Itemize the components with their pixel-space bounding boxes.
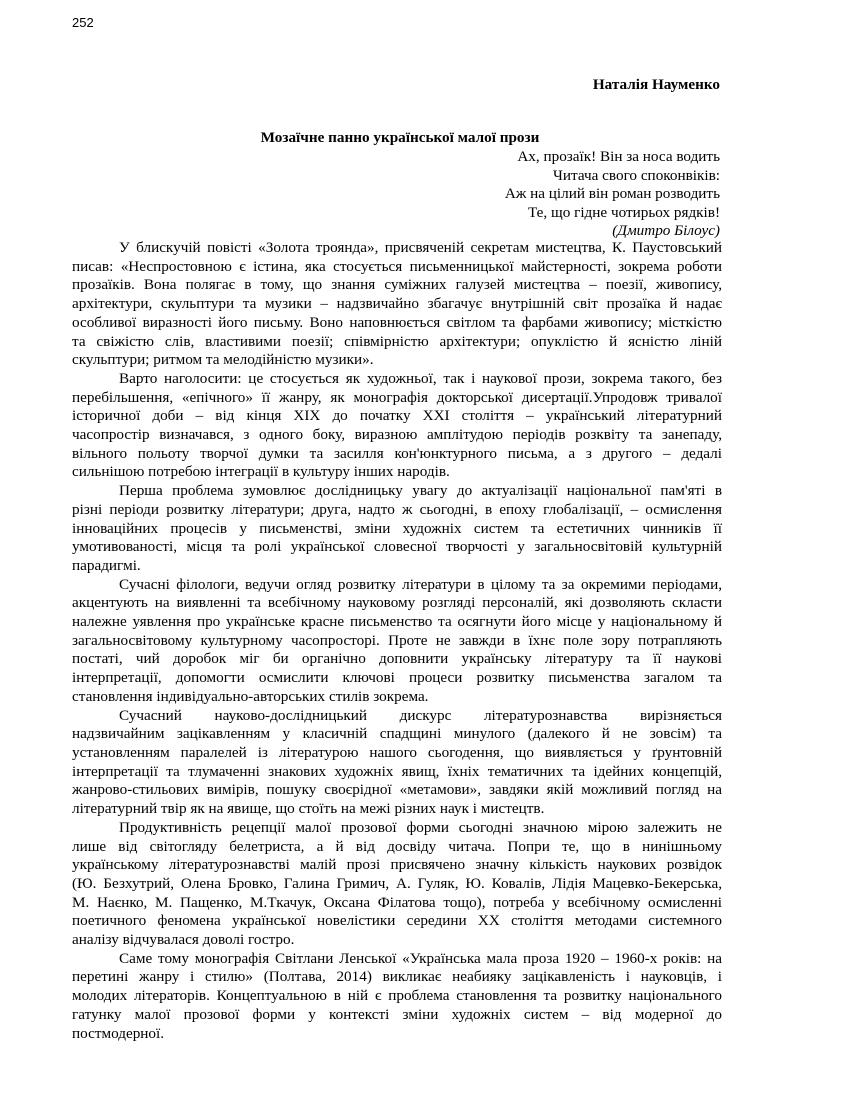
body-paragraph xyxy=(72,576,722,707)
paragraph-line: М. Наєнко, М. Пащенко, М.Ткачук, Оксана Філатова тощо), потреба у всебічному осмисленні xyxy=(72,893,722,911)
article-title: Мозаїчне панно української малої прози xyxy=(260,129,540,146)
paragraph-line: Варто наголосити: це стосується як художньої, так і наукової прози, зокрема такого, без xyxy=(119,369,722,387)
paragraph-line: У блискучій повісті «Золота троянда», присвяченій секретам мистецтва, К. Паустовський xyxy=(119,239,722,256)
paragraph-line: прозаїків. Вона полягає в тому, що знання суміжних галузей мистецтва – поезії, живопису, xyxy=(72,276,722,294)
epigraph xyxy=(505,148,720,241)
paragraph-line: різні періоди розвитку літератури; друга, надто ж сьогодні, в епоху глобалізації, – осмислення xyxy=(72,500,722,518)
epigraph-line: Аж на цілий він роман розводить xyxy=(504,185,720,202)
paragraph-line: Сучасні філологи, ведучи огляд розвитку літератури в цілому та за окремими періодами, xyxy=(119,575,722,593)
paragraph-line: Продуктивність рецепції малої прозової форми сьогодні значною мірою залежить не xyxy=(119,818,722,836)
paragraph-line: перетині жанру і стилю» (Полтава, 2014) викликає неабияку зацікавленість і науковців, і xyxy=(72,968,722,986)
paragraph-line: літературний твір як на явище, що стоїть на межі різних наук і мистецтв. xyxy=(72,800,545,818)
paragraph-line: особливої виразності його письму. Воно наповнюється світлом та фарбами живопису; місткістю xyxy=(72,313,722,331)
paragraph-line: Перша проблема зумовлює дослідницьку увагу до актуалізації національної пам'яті в xyxy=(119,482,722,500)
epigraph-line: Ах, прозаїк! Він за носа водить xyxy=(517,148,720,165)
paragraph-line: становлення індивідуально-авторських стилів зокрема. xyxy=(72,687,429,705)
paragraph-line: умотивованості, місця та ролі української словесної творчості у загальносвітовій культурній xyxy=(72,538,722,556)
paragraph-line: українському літературознавстві малій прозі присвячено значну кількість наукових розвідок xyxy=(72,856,722,874)
paragraph-line: надзвичайним зацікавленням у класичній спадщині минулого (далекого й не зовсім) та xyxy=(72,725,722,743)
body-paragraph xyxy=(72,482,722,576)
paragraph-line: поетичного феномена української новелістики середини XX століття методами системного xyxy=(72,912,722,930)
paragraph-line: аналізу відчувалася доволі гостро. xyxy=(72,931,295,949)
paragraph-line: часопростір визначався, з одного боку, виразною амплітудою періодів розквіту та занепаду, xyxy=(72,426,722,444)
paragraph-line: скульптури; ритмом та мелодійністю музики». xyxy=(72,351,374,369)
paragraph-line: перебільшення, «епічного» її жанру, як монографія докторської дисертації.Упродовж тривалої xyxy=(72,388,722,406)
paragraph-line: постаті, чий доробок міг би органічно доповнити українську літературу та її наукові xyxy=(72,650,722,668)
paragraph-line: інтерпретації, допомогти осмислити ключові процеси розвитку письменства загалом та xyxy=(72,669,722,687)
paragraph-line: парадигмі. xyxy=(72,556,141,574)
epigraph-line: Читача свого споконвіків: xyxy=(553,166,720,184)
author-name: Наталія Науменко xyxy=(592,76,720,93)
epigraph-line: Те, що гідне чотирьох рядків! xyxy=(527,203,720,221)
paragraph-line: інноваційних процесів у письменстві, зміни художніх систем та естетичних чинників її xyxy=(72,519,722,537)
paragraph-line: жанрово-стильових вимірів, пошуку своєрідної «метамови», завдяки якій можливий погляд на xyxy=(72,781,722,799)
paragraph-line: сильнішою потребою інтеграції в культуру інших народів. xyxy=(72,463,450,481)
paragraph-line: акцентують на виявленні та всебічному науковому розгляді персоналій, які дозволяють скласти xyxy=(72,594,722,612)
paragraph-line: писав: «Неспростовною є істина, яка стосується письменницької майстерності, зокрема роботи xyxy=(72,257,722,275)
paragraph-line: архітектури, скульптури та музики – надзвичайно збагачує внутрішній світ прозаїка й надає xyxy=(72,295,722,313)
paragraph-line: Сучасний науково-дослідницький дискурс літературознавства вирізняється xyxy=(119,706,722,724)
body-paragraph xyxy=(72,370,722,482)
paragraph-line: установленням паралелей із літературою нашого сьогодення, що виявляється у ґрунтовній xyxy=(72,743,722,761)
paragraph-line: вільного польоту творчої думки та засилля кон'юнктурного письма, а з другого – дедалі xyxy=(72,444,722,462)
body-paragraph xyxy=(72,950,722,1044)
paragraph-line: гатунку малої прозової форми у контексті зміни художніх систем – від модерної до xyxy=(72,1005,722,1023)
paragraph-line: постмодерної. xyxy=(72,1024,165,1042)
page-number: 252 xyxy=(72,15,94,30)
paragraph-line: та свіжістю слів, властивими поезії; співмірністю архітектури; опуклістю й ясністю ліній xyxy=(72,332,722,350)
paragraph-line: загальносвітовому культурному часопросторі. Проте не завжди в їхнє поле зору потрапляють xyxy=(72,631,722,649)
paragraph-line: історичної доби – від кінця XIX до початку XXI століття – український літературний xyxy=(72,407,722,425)
body-paragraph xyxy=(72,707,722,819)
body-paragraph xyxy=(72,819,722,950)
article-body xyxy=(72,239,722,1043)
epigraph-source: (Дмитро Білоус) xyxy=(612,222,720,239)
paragraph-line: інтерпретації та тлумаченні знакових художніх явищ, їхніх тематичних та ідейних концепцій, xyxy=(72,762,722,780)
paragraph-line: Саме тому монографія Світлани Ленської «Українська мала проза 1920 – 1960-х років: на xyxy=(119,949,722,967)
body-paragraph xyxy=(72,239,722,370)
paragraph-line: належне уявлення про українське красне письменство та осягнути його місце у національному й xyxy=(72,613,722,631)
paragraph-line: (Ю. Безхутрий, Олена Бровко, Галина Гримич, А. Гуляк, Ю. Ковалів, Лідія Мацевко-Бекерська, xyxy=(72,874,722,892)
paragraph-line: лише від світогляду белетриста, а й від досвіду читача. Попри те, що в нинішньому xyxy=(72,837,722,855)
paragraph-line: молодих літераторів. Концептуальною в ній є проблема становлення та розвитку національного xyxy=(72,987,722,1005)
